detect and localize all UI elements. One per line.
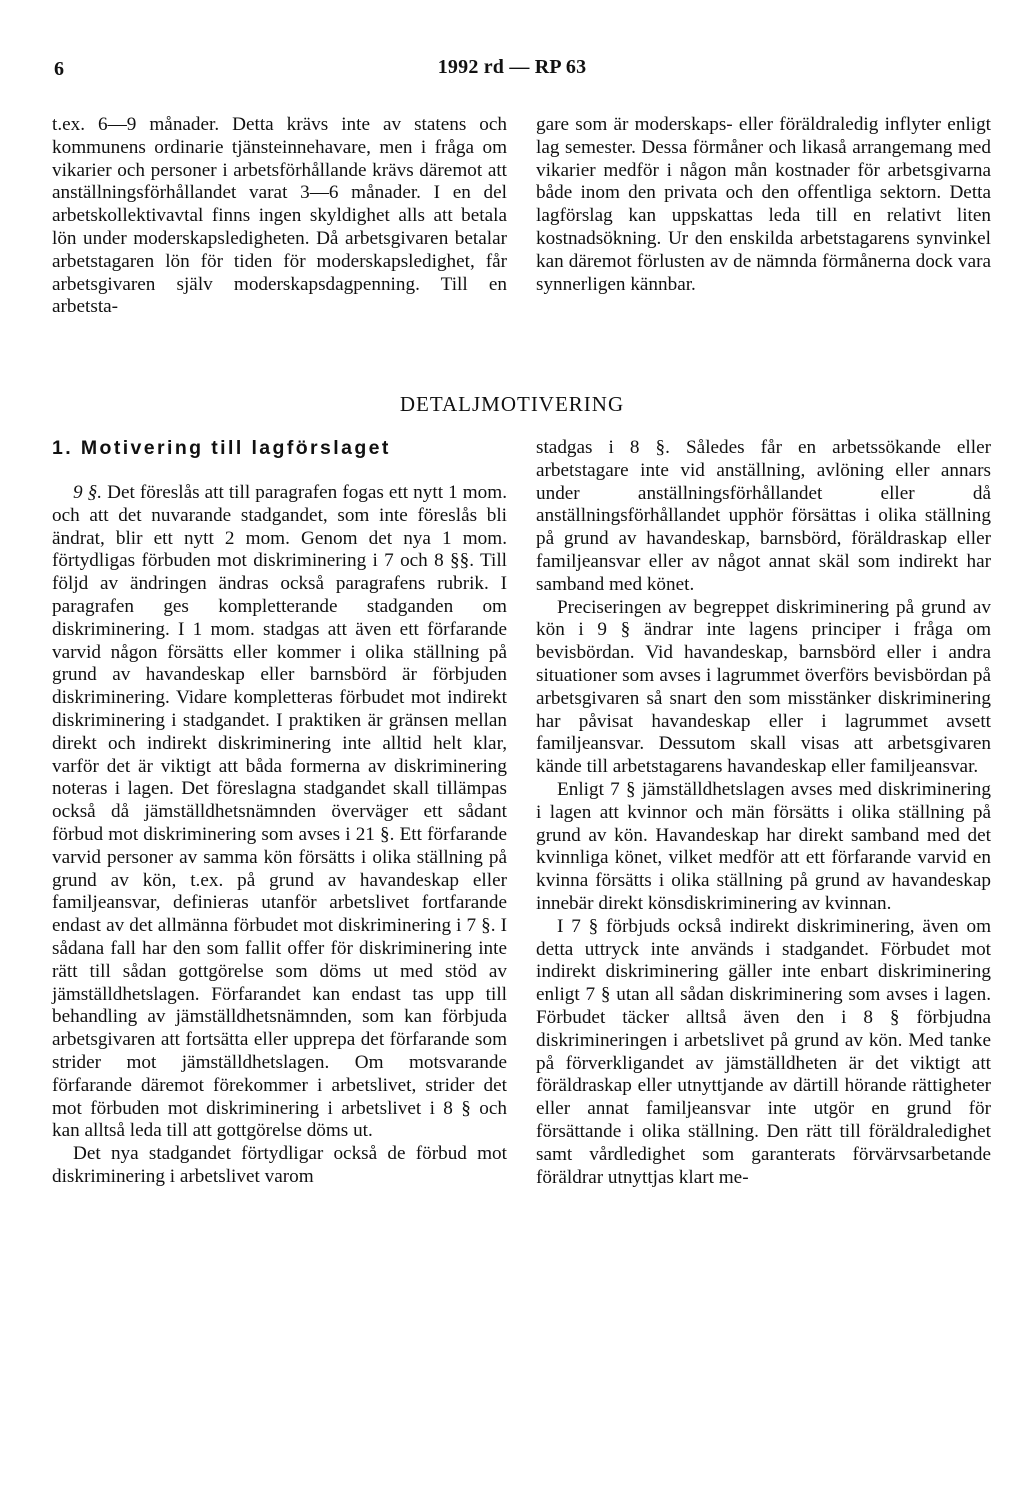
body-right-column	[536, 437, 991, 1189]
intro-right-column	[536, 114, 991, 296]
page-number: 6	[54, 58, 64, 80]
paragraph-reference: 9 §.	[73, 482, 103, 503]
body-left-column	[52, 482, 507, 1189]
body-left-paragraph-1	[52, 482, 507, 1143]
body-left-paragraph-1-text: Det föreslås att till paragrafen fogas ett nytt 1 mom. och att det nuvarande stadgandet, som inte föreslås bli ändrat, blir ett nytt 2 mom. Genom det nya 1 mom. förtydligas förbuden mot diskriminering i 7 och 8 §§. Till följd av ändringen ändras också paragrafens rubrik. I paragrafen ges kompletterande stadganden om diskriminering. I 1 mom. stadgas att även ett förfarande varvid någon försätts eller kommer i olika ställning på grund av havandeskap eller barnsbörd är förbjuden diskriminering. Vidare kompletteras förbudet mot indirekt diskriminering i stadgandet. I praktiken är gränsen mellan direkt och indirekt diskriminering inte alltid helt klar, varför det är viktigt att båda formerna av diskriminering noteras i lagen. Det föreslagna stadgandet skall tillämpas också då jämställdhetsnämnden överväger ett sådant förbud mot diskriminering som avses i 21 §. Ett förfarande varvid personer av samma kön försätts i olika ställning på grund av kön, t.ex. på grund av havandeskap eller familjeansvar, definieras utanför arbetslivet fortfarande endast av det allmänna förbudet mot diskriminering i 7 §. I sådana fall har den som fallit offer för diskriminering inte rätt till sådan gottgörelse som döms ut med stöd av jämställdhetslagen. Förfarandet kan endast tas upp till behandling av jämställdhetsnämnden, som kan förbjuda arbetsgivaren att fortsätta eller upprepa det förfarande som strider mot jämställdhetslagen. Om motsvarande förfarande däremot förekommer i arbetslivet, strider det mot förbuden mot diskriminering i arbetslivet i 8 § och kan alltså leda till att gottgörelse döms ut.	[52, 482, 507, 1142]
intro-left-column	[52, 114, 507, 319]
intro-right-paragraph: gare som är moderskaps- eller föräldraledig inflyter enligt lag semester. Dessa förmåner och likaså arrangemang med vikarier medför i någon mån kostnader för arbetsgivarna både inom den privata och den offentliga sektorn. Detta lagförslag kan uppskattas leda till en relativt liten kostnadsökning. Ur den enskilda arbetstagarens synvinkel kan däremot förlusten av de nämnda förmånerna dock vara synnerligen kännbar.	[536, 114, 991, 295]
subsection-heading: 1. Motivering till lagförslaget	[52, 437, 391, 459]
body-right-paragraph-3: Enligt 7 § jämställdhetslagen avses med diskriminering i lagen att kvinnor och män försätts i olika ställning på grund av kön. Havandeskap har direkt samband med det kvinnliga könet, vilket medför att ett förfarande varvid en kvinna försätts i olika ställning på grund av havandeskap innebär direkt könsdiskriminering av kvinnan.	[536, 778, 991, 914]
running-head: 1992 rd — RP 63	[437, 56, 587, 78]
body-right-paragraph-1: stadgas i 8 §. Således får en arbetssökande eller arbetstagare inte vid anställning, avlöning eller annars under anställningsförhållandet eller då anställningsförhållandet upphör försättas i olika ställning på grund av havandeskap, barnsbörd, föräldraskap eller familjeansvar eller av något annat skäl som indirekt har samband med könet.	[536, 437, 991, 595]
body-left-paragraph-2: Det nya stadgandet förtydligar också de förbud mot diskriminering i arbetslivet varom	[52, 1143, 507, 1187]
intro-left-paragraph: t.ex. 6—9 månader. Detta krävs inte av statens och kommunens ordinarie tjänsteinnehavare, men i fråga om vikarier och personer i arbetsförhållande krävs däremot att anställningsförhållandet varat 3—6 månader. I en del arbetskollektivavtal finns ingen skyldighet alls att betala lön under moderskapsledigheten. Då arbetsgivaren betalar arbetstagaren lön för tiden för moderskapsledighet, får arbetsgivaren själv moderskapsdagpenning. Till en arbetsta-	[52, 114, 507, 318]
body-right-paragraph-2: Preciseringen av begreppet diskriminering på grund av kön i 9 § ändrar inte lagens principer i fråga om bevisbördan. Vid havandeskap, barnsbörd eller i andra situationer som avses i lagrummet överförs bevisbördan på arbetsgivaren så snart den som misstänker diskriminering har påvisat havandeskap eller i lagrummet avsett familjeansvar. Dessutom skall visas att arbetsgivaren kände till arbetstagarens havandeskap eller familjeansvar.	[536, 596, 991, 778]
body-right-paragraph-4: I 7 § förbjuds också indirekt diskriminering, även om detta uttryck inte används i stadgandet. Förbudet mot indirekt diskriminering gäller inte enbart diskriminering enligt 7 § utan all sådan diskriminering som avses i lagen. Förbudet täcker alltså även den i 8 § förbjudna diskrimineringen i arbetslivet på grund av kön. Med tanke på förverkligandet av jämställdheten är det viktigt att föräldraskap eller utnyttjande av därtill hörande rättigheter eller annat familjeansvar inte utgör en grund för försättande i olika ställning. Den rätt till föräldraledighet samt vårdledighet som garanterats förvärvsarbetande föräldrar utnyttjas klart me-	[536, 915, 991, 1188]
section-title: DETALJMOTIVERING	[399, 392, 625, 416]
